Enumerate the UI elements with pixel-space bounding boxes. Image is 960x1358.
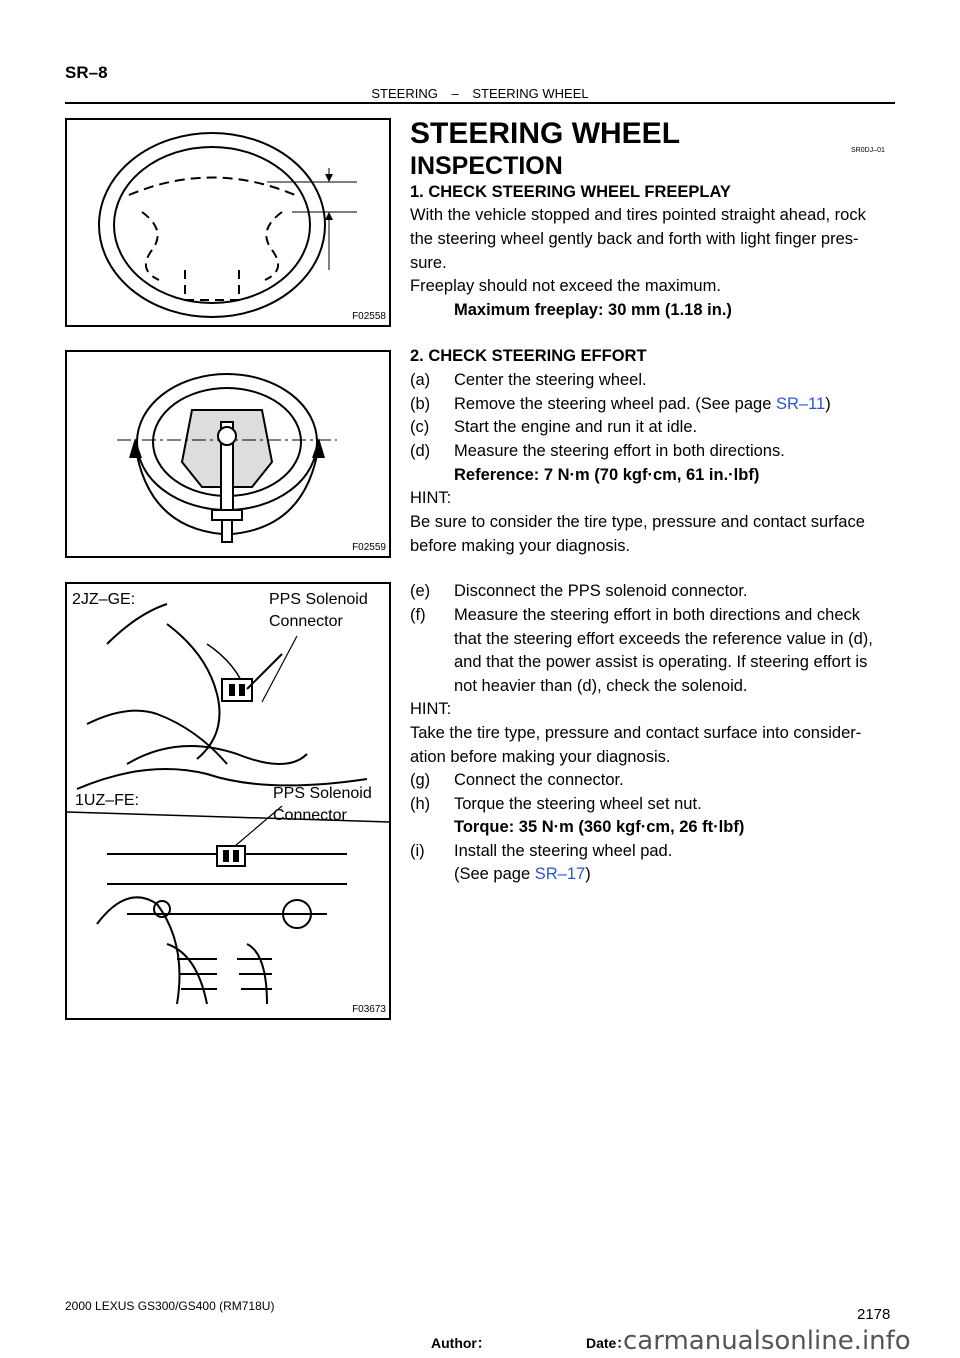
hint-text: Take the tire type, pressure and contact surface into consider- — [410, 724, 862, 742]
substep-text: Connect the connector. — [454, 771, 624, 789]
substep-text: Install the steering wheel pad. — [454, 842, 673, 860]
substep-text: Remove the steering wheel pad. (See page — [454, 395, 776, 413]
hint-text: Be sure to consider the tire type, pressure and contact surface — [410, 513, 865, 531]
substep-text: that the steering effort exceeds the reference value in (d), — [454, 630, 873, 648]
substep-a — [410, 369, 647, 393]
substep-c — [410, 416, 698, 440]
substep-mark: (f) — [410, 606, 426, 624]
engine-label-2jz: 2JZ–GE: — [72, 591, 136, 608]
substep-mark: (d) — [410, 442, 431, 460]
footer-model: 2000 LEXUS GS300/GS400 (RM718U) — [65, 1299, 275, 1313]
page-number: 2178 — [857, 1306, 891, 1323]
header-rule — [65, 102, 895, 104]
header-subsection: STEERING WHEEL — [472, 86, 589, 101]
step-1-text: With the vehicle stopped and tires pointed straight ahead, rock — [410, 206, 866, 224]
substep-mark: (g) — [410, 771, 431, 789]
substep-mark: (a) — [410, 371, 431, 389]
figure-pps-connector — [65, 582, 391, 1020]
callout-bottom-line1: PPS Solenoid — [273, 785, 372, 802]
callout-top-line2: Connector — [269, 613, 343, 630]
date-label: Date： — [586, 1335, 631, 1351]
running-header — [0, 86, 960, 101]
effort-reference-spec: Reference: 7 N·m (70 kgf·cm, 61 in.·lbf) — [454, 466, 760, 484]
substep-mark: (i) — [410, 842, 425, 860]
figure-effort — [65, 350, 391, 558]
substep-mark: (e) — [410, 582, 431, 600]
callout-top-line1: PPS Solenoid — [269, 591, 368, 608]
steering-wheel-illustration — [67, 120, 389, 325]
substep-text: not heavier than (d), check the solenoid. — [454, 677, 748, 695]
substep-g — [410, 769, 624, 793]
freeplay-spec: Maximum freeplay: 30 mm (1.18 in.) — [454, 301, 732, 319]
callout-bottom-line2: Connector — [273, 807, 347, 824]
paren-close: ) — [585, 865, 591, 883]
page-code: SR–8 — [65, 63, 108, 82]
substep-mark: (c) — [410, 418, 430, 436]
substep-text: Start the engine and run it at idle. — [454, 418, 698, 436]
page-link-sr11[interactable]: SR–11 — [775, 395, 826, 413]
paren-close: ) — [825, 395, 831, 413]
hint-text: before making your diagnosis. — [410, 537, 631, 555]
figure-freeplay — [65, 118, 391, 327]
substep-b — [410, 393, 831, 417]
step-1-text: the steering wheel gently back and forth with light finger pres- — [410, 230, 859, 248]
page-title: STEERING WHEEL — [410, 117, 681, 150]
author-label: Author： — [431, 1335, 491, 1351]
header-section: STEERING — [371, 86, 438, 101]
torque-spec: Torque: 35 N·m (360 kgf·cm, 26 ft·lbf) — [454, 818, 745, 836]
hint-label: HINT: — [410, 489, 452, 507]
watermark: carmanualsonline.info — [623, 1326, 911, 1356]
step-1-text: sure. — [410, 254, 447, 272]
engine-label-1uz: 1UZ–FE: — [75, 792, 140, 809]
substep-text: and that the power assist is operating. If steering effort is — [454, 653, 868, 671]
substep-mark: (h) — [410, 795, 431, 813]
hint-text: ation before making your diagnosis. — [410, 748, 671, 766]
figure-code: F02559 — [352, 542, 386, 553]
hint-label: HINT: — [410, 700, 452, 718]
substep-text: Disconnect the PPS solenoid connector. — [454, 582, 748, 600]
step-2-heading: 2. CHECK STEERING EFFORT — [410, 347, 647, 365]
page-link-sr17[interactable]: SR–17 — [534, 865, 586, 883]
step-1-text: Freeplay should not exceed the maximum. — [410, 277, 721, 295]
substep-text: Torque the steering wheel set nut. — [454, 795, 702, 813]
figure-code: F03673 — [352, 1004, 386, 1015]
substep-text: Measure the steering effort in both directions and check — [454, 606, 861, 624]
substep-f — [410, 604, 861, 628]
substep-d — [410, 440, 785, 464]
section-title: INSPECTION — [410, 152, 563, 180]
document-id: SR0DJ–01 — [851, 147, 885, 154]
substep-mark: (b) — [410, 395, 431, 413]
substep-h — [410, 793, 702, 817]
see-page-text: (See page — [454, 865, 535, 883]
substep-text: Measure the steering effort in both directions. — [454, 442, 785, 460]
step-1-heading: 1. CHECK STEERING WHEEL FREEPLAY — [410, 183, 731, 201]
torque-wrench-illustration — [67, 352, 389, 556]
see-page-line — [454, 863, 591, 887]
substep-e — [410, 580, 748, 604]
substep-i — [410, 840, 673, 864]
header-separator: – — [451, 86, 459, 101]
figure-code: F02558 — [352, 311, 386, 322]
substep-text: Center the steering wheel. — [454, 371, 647, 389]
